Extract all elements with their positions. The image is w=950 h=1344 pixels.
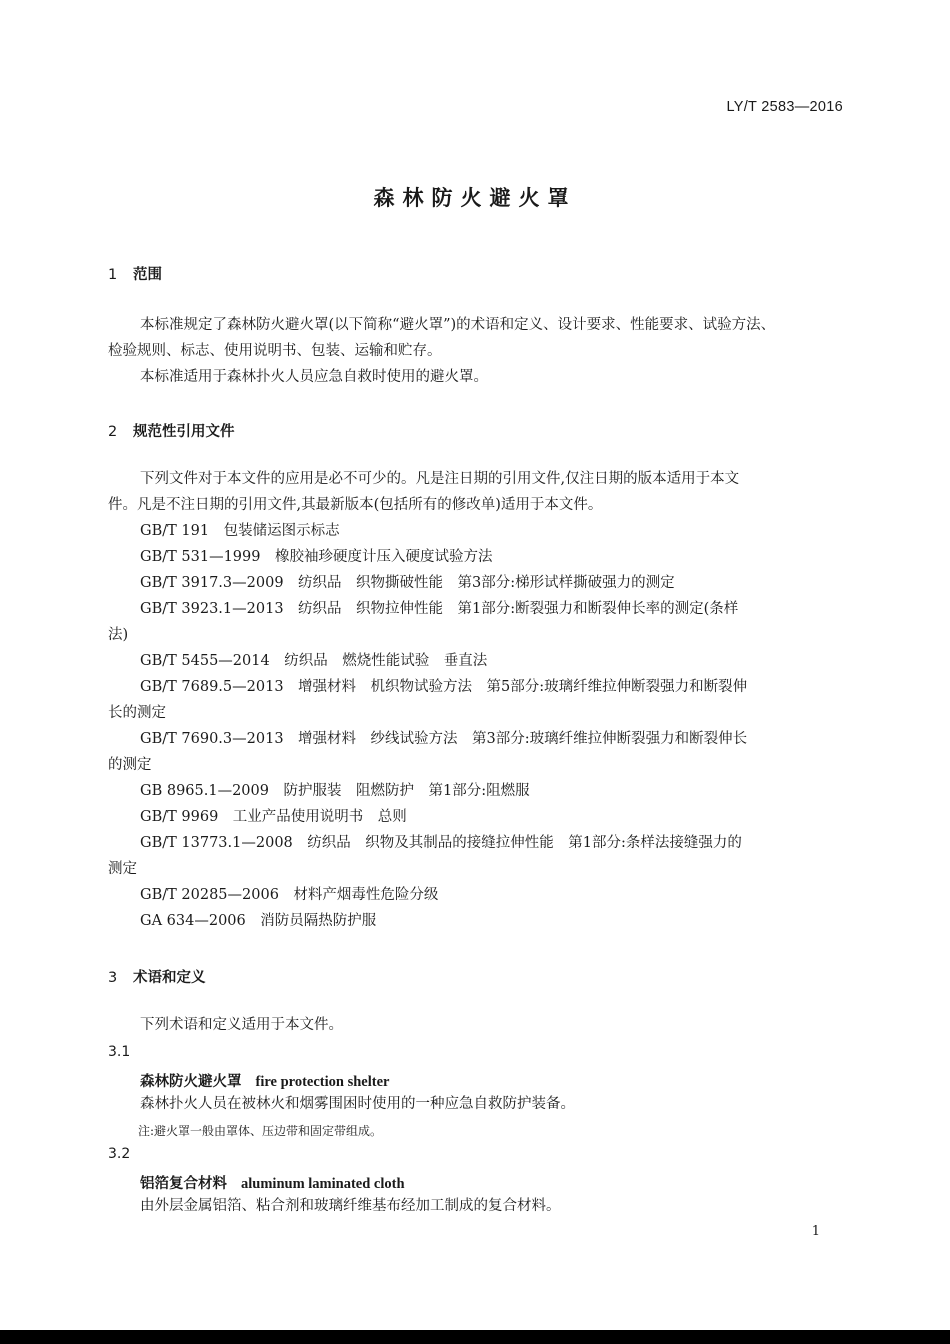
reference-gb-8965-1: GB 8965.1—2009 防护服装 阻燃防护 第1部分:阻燃服 bbox=[140, 783, 530, 799]
page-number: 1 bbox=[811, 1224, 820, 1239]
section-3-number: 3 bbox=[108, 970, 118, 986]
term-3-1-english: fire protection shelter bbox=[255, 1074, 390, 1090]
reference-gbt-13773-1-line-2: 测定 bbox=[108, 861, 137, 877]
term-3-2-chinese: 铝箔复合材料 bbox=[140, 1176, 227, 1192]
reference-gbt-7690-3-line-2: 的测定 bbox=[108, 757, 152, 773]
section-1-title: 范围 bbox=[133, 267, 162, 283]
reference-gbt-7690-3-line-1: GB/T 7690.3—2013 增强材料 纱线试验方法 第3部分:玻璃纤维拉伸断裂强力和断裂伸长 bbox=[140, 731, 748, 747]
term-3-1-definition: 森林扑火人员在被林火和烟雾围困时使用的一种应急自救防护装备。 bbox=[140, 1096, 575, 1112]
reference-gbt-191: GB/T 191 包装储运图示标志 bbox=[140, 523, 340, 539]
term-3-2-definition: 由外层金属铝箔、粘合剂和玻璃纤维基布经加工制成的复合材料。 bbox=[140, 1198, 561, 1214]
reference-gbt-3917-3: GB/T 3917.3—2009 纺织品 织物撕破性能 第3部分:梯形试样撕破强力的测定 bbox=[140, 575, 675, 591]
section-1-paragraph-1-line-1: 本标准规定了森林防火避火罩(以下简称“避火罩”)的术语和定义、设计要求、性能要求、试验方法、 bbox=[140, 317, 776, 333]
section-2-intro-line-1: 下列文件对于本文件的应用是必不可少的。凡是注日期的引用文件,仅注日期的版本适用于本文 bbox=[140, 471, 740, 487]
reference-gbt-5455: GB/T 5455—2014 纺织品 燃烧性能试验 垂直法 bbox=[140, 653, 488, 669]
section-1-heading bbox=[108, 263, 162, 284]
reference-gbt-3923-1-line-1: GB/T 3923.1—2013 纺织品 织物拉伸性能 第1部分:断裂强力和断裂伸长率的测定(条样 bbox=[140, 601, 739, 617]
section-1-paragraph-1-line-2: 检验规则、标志、使用说明书、包装、运输和贮存。 bbox=[108, 343, 442, 359]
section-3-heading bbox=[108, 966, 206, 987]
term-3-2-number: 3.2 bbox=[108, 1146, 131, 1162]
term-3-1-note: 注:避火罩一般由罩体、压边带和固定带组成。 bbox=[138, 1124, 383, 1138]
section-2-number: 2 bbox=[108, 424, 118, 440]
term-3-1-heading bbox=[140, 1070, 389, 1091]
standard-code: LY/T 2583—2016 bbox=[726, 99, 843, 115]
reference-gbt-13773-1-line-1: GB/T 13773.1—2008 纺织品 织物及其制品的接缝拉伸性能 第1部分:条样法接缝强力的 bbox=[140, 835, 742, 851]
reference-ga-634: GA 634—2006 消防员隔热防护服 bbox=[140, 913, 377, 929]
section-1-number: 1 bbox=[108, 267, 118, 283]
section-1-paragraph-2: 本标准适用于森林扑火人员应急自救时使用的避火罩。 bbox=[140, 369, 488, 385]
reference-gbt-9969: GB/T 9969 工业产品使用说明书 总则 bbox=[140, 809, 407, 825]
term-3-2-english: aluminum laminated cloth bbox=[241, 1176, 405, 1192]
term-3-1-number: 3.1 bbox=[108, 1044, 131, 1060]
section-2-title: 规范性引用文件 bbox=[133, 424, 235, 440]
reference-gbt-7689-5-line-1: GB/T 7689.5—2013 增强材料 机织物试验方法 第5部分:玻璃纤维拉伸断裂强力和断裂伸 bbox=[140, 679, 748, 695]
term-3-1-chinese: 森林防火避火罩 bbox=[140, 1074, 242, 1090]
reference-gbt-7689-5-line-2: 长的测定 bbox=[108, 705, 166, 721]
reference-gbt-3923-1-line-2: 法) bbox=[108, 627, 129, 643]
section-2-heading bbox=[108, 420, 235, 441]
section-3-intro: 下列术语和定义适用于本文件。 bbox=[140, 1017, 343, 1033]
reference-gbt-531: GB/T 531—1999 橡胶袖珍硬度计压入硬度试验方法 bbox=[140, 549, 493, 565]
document-title: 森林防火避火罩 bbox=[373, 186, 577, 210]
reference-gbt-20285: GB/T 20285—2006 材料产烟毒性危险分级 bbox=[140, 887, 439, 903]
section-2-intro-line-2: 件。凡是不注日期的引用文件,其最新版本(包括所有的修改单)适用于本文件。 bbox=[108, 497, 603, 513]
term-3-2-heading bbox=[140, 1172, 405, 1193]
section-3-title: 术语和定义 bbox=[133, 970, 206, 986]
bottom-border-bar bbox=[0, 1330, 950, 1344]
